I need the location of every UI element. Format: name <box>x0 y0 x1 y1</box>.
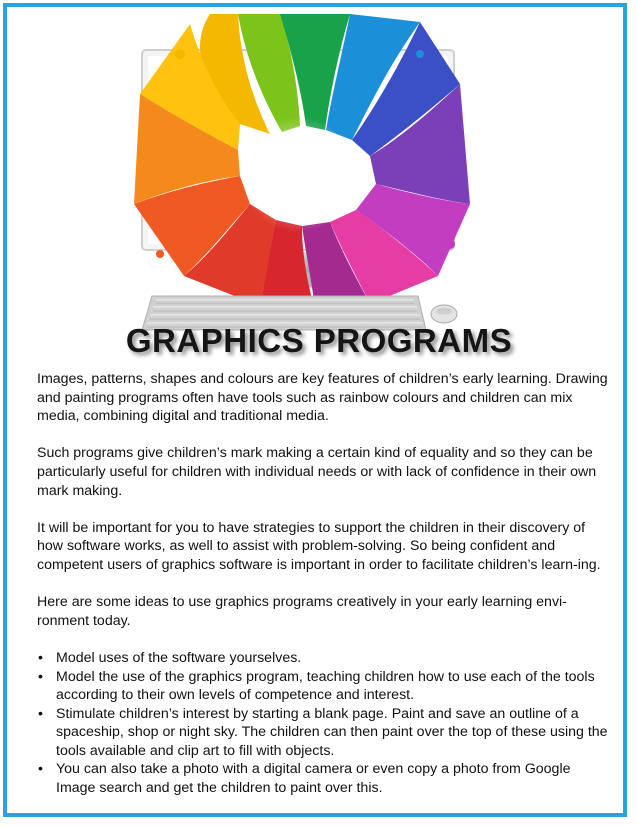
list-item: • Model uses of the software yourselves. <box>37 649 612 668</box>
ideas-list <box>37 649 612 798</box>
paragraph: Here are some ideas to use graphics programs creatively in your early learning envi-ronment today. <box>37 594 567 629</box>
paragraph: Images, patterns, shapes and colours are key features of children’s early learning. Drawing and painting programs often have tools such as rainbow colours and children can mix media, combining digital and traditional media. <box>37 371 608 425</box>
article-body <box>37 370 612 798</box>
list-item: • Model the use of the graphics program, teaching children how to use each of the tools according to their own levels of competence and interest. <box>37 668 612 705</box>
mouse-icon <box>431 305 457 323</box>
paragraph: Such programs give children’s mark making a certain kind of equality and so they can be particularly useful for children with individual needs or with lack of confidence in their own mark making. <box>37 445 597 499</box>
hero-illustration <box>120 14 470 332</box>
page-title: GRAPHICS PROGRAMS <box>125 322 513 359</box>
list-item: • Stimulate children’s interest by starting a blank page. Paint and save an outline of a spaceship, shop or night sky. The children can then paint over the top of these using the tools available and clip art to fill with objects. <box>37 705 612 761</box>
list-item: • You can also take a photo with a digital camera or even copy a photo from Google Image search and get the children to paint over this. <box>37 760 612 797</box>
paragraph: It will be important for you to have strategies to support the children in their discovery of how software works, as well to assist with problem-solving. So being confident and competent users of graphics software is important in order to facilitate children’s learn-ing. <box>37 519 601 573</box>
color-explosion <box>134 14 470 317</box>
